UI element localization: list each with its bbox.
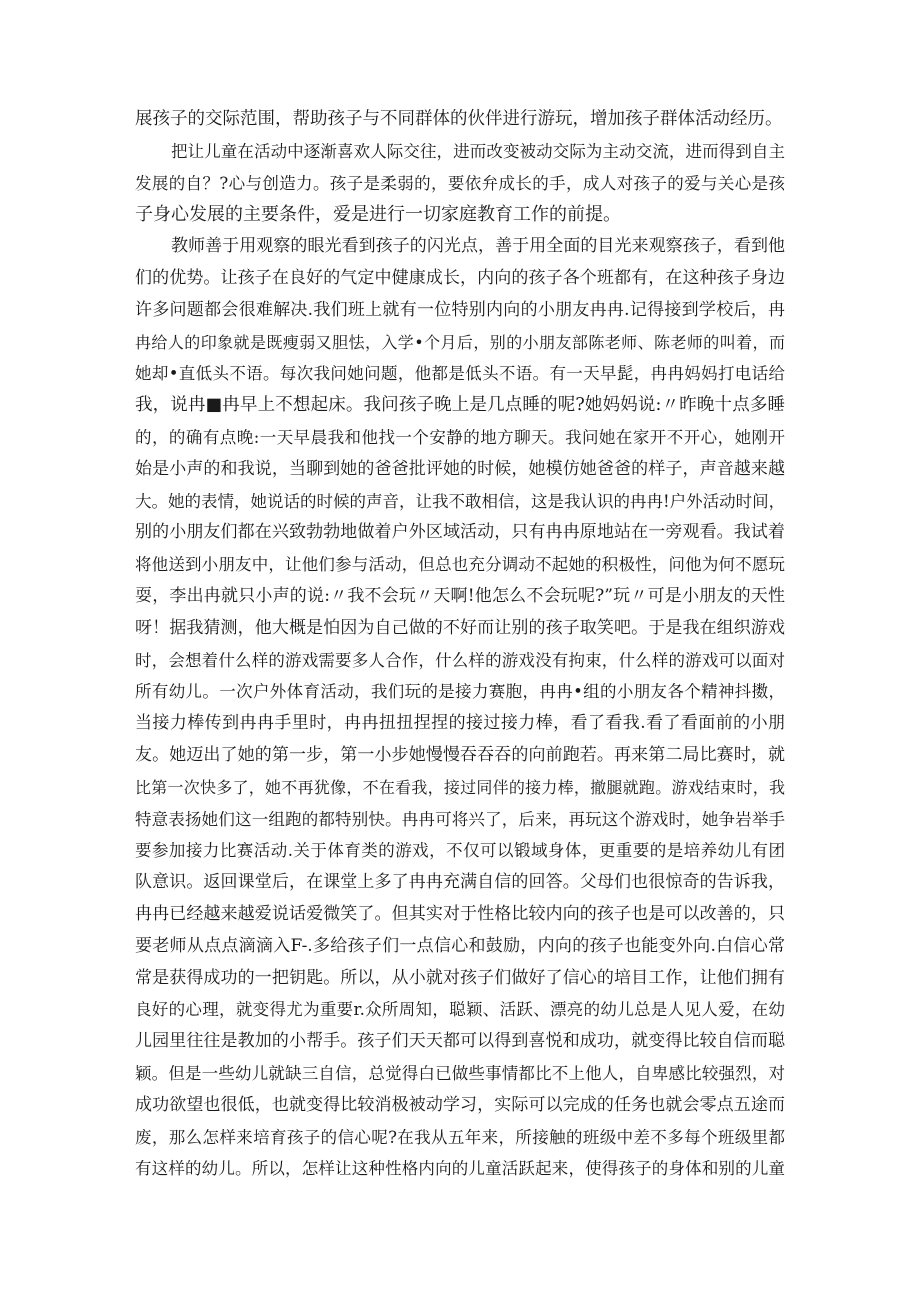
paragraph-start-line: 教师善于用观察的眼光看到孩子的闪光点，善于用全面的目光来观察孩子，看到他 xyxy=(171,236,785,257)
text-line: 别的小朋友们都在兴致勃勃地做着户外区域活动，只有冉冉原地站在一旁观看。我试着 xyxy=(135,522,785,543)
text-line: 时，会想着什么样的游戏需要多人合作，什么样的游戏没有拘束，什么样的游戏可以面对 xyxy=(135,650,785,670)
text-line: 我，说冉■冉早上不想起床。我问孩子晚上是几点睡的呢?她妈妈说:〃昨晚十点多睡 xyxy=(135,395,785,416)
text-line: 有这样的幼儿。所以，怎样让这种性格内向的儿童活跃起来，使得孩子的身体和别的儿童 xyxy=(135,1159,785,1179)
text-line: 发展的自？?心与创造力。孩子是柔弱的，要依弁成长的手，成人对孩子的爱与关心是孩 xyxy=(135,173,785,193)
text-line: 将他送到小朋友中，让他们参与活动，但总也充分调动不起她的积极性，问他为何不愿玩 xyxy=(135,555,785,575)
text-line: 要老师从点点滴滴入F-.多给孩子们一点信心和鼓励，内向的孩子也能变外向.白信心常 xyxy=(135,935,785,956)
text-line: 当接力棒传到冉冉手里时，冉冉扭扭捏捏的接过接力棒，看了看我.看了看面前的小朋 xyxy=(135,713,785,734)
body-text xyxy=(135,104,785,1185)
text-line: 她却•直低头不语。每次我问她问题，他都是低头不语。有一天早髭，冉冉妈妈打电话给 xyxy=(135,364,785,384)
text-line: 冉冉已经越来越爱说话爱微笑了。但其实对于性格比较内向的孩子也是可以改善的，只 xyxy=(135,903,785,924)
paragraph-start-line: 把让儿童在活动中逐渐喜欢人际交往，进而改变被动交际为主动交流，进而得到自主 xyxy=(171,141,785,161)
text-line: 大。她的表情，她说话的时候的声音，让我不敢相信，这是我认识的冉冉!户外活动时间， xyxy=(135,491,785,511)
text-line: 所有幼儿。一次户外体育活动，我们玩的是接力赛胞，冉冉•组的小朋友各个精神抖擞， xyxy=(135,682,785,702)
text-line: 呀！据我猜测，他大概是怕因为自己做的不好而让别的孩子取笑吧。于是我在组织游戏 xyxy=(135,617,785,638)
text-line: 冉给人的印象就是既瘦弱又胆怯，入学•个月后，别的小朋友部陈老师、陈老师的叫着，而 xyxy=(135,332,785,352)
text-line: 要参加接力比赛活动.关于体育类的游戏，不仅可以锻域身体，更重要的是培养幼儿有团 xyxy=(135,841,785,861)
text-line: 队意识。返回课堂后，在课堂上多了冉冉充满自信的回答。父母们也很惊奇的告诉我， xyxy=(135,872,785,893)
text-line: 废，那么怎样来培育孩子的信心呢?在我从五年来，所接触的班级中差不多每个班级里都 xyxy=(135,1127,785,1147)
text-line: 始是小声的和我说，当聊到她的爸爸批评她的时候，她模仿她爸爸的样子，声音越来越 xyxy=(135,458,785,479)
text-line: 友。她迈出了她的第一步，第一小步她慢慢吞吞吞的向前跑若。再来第二局比赛时，就 xyxy=(135,744,785,765)
text-line: 子身心发展的主要条件，爱是进行一切家庭教育工作的前提。 xyxy=(135,204,621,226)
text-line: 展孩子的交际范围，帮助孩子与不同群体的伙伴进行游玩，增加孩子群体活动经历。 xyxy=(135,109,783,129)
text-line: 们的优势。让孩子在良好的气定中健康成长，内向的孩子各个班都有，在这种孩子身边 xyxy=(135,267,785,288)
text-line: 特意表扬她们这一组跑的都特别快。冉冉可将兴了，后来，再玩这个游戏时，她争岩举手 xyxy=(135,809,785,829)
text-line: 良好的心理，就变得尤为重要r.众所周知，聪颖、活跃、漂亮的幼儿总是人见人爱，在幼 xyxy=(135,1000,785,1020)
text-line: 的，的确有点晚:一天早晨我和他找一个安静的地方聊天。我问她在家开不开心，她刚开 xyxy=(135,427,785,447)
text-line: 常是获得成功的一把钥匙。所以，从小就对孩子们做好了信心的培目工作，让他们拥有 xyxy=(135,967,785,988)
text-line: 成功欲望也很低，也就变得比较消极被动学习，实际可以完成的任务也就会零点五途而 xyxy=(135,1094,785,1115)
text-line: 颖。但是一些幼儿就缺三自信，总觉得白已做些事情都比不上他人，自卑感比较强烈，对 xyxy=(135,1063,785,1083)
text-line: 许多问题都会很难解决.我们班上就有一位特别内向的小朋友冉冉.记得接到学校后，冉 xyxy=(135,299,785,320)
text-line: 比第一次快多了，她不再犹像，不在看我，接过同伴的接力棒，撤腿就跑。游戏结束时，我 xyxy=(135,777,785,797)
text-line: 儿园里往往是教加的小帮手。孩子们天天都可以得到喜悦和成功，就变得比较自信而聪 xyxy=(135,1031,785,1052)
text-line: 耍，李出冉就只小声的说:〃我不会玩〃天啊!他怎么不会玩呢?”玩〃可是小朋友的天性 xyxy=(135,585,785,606)
